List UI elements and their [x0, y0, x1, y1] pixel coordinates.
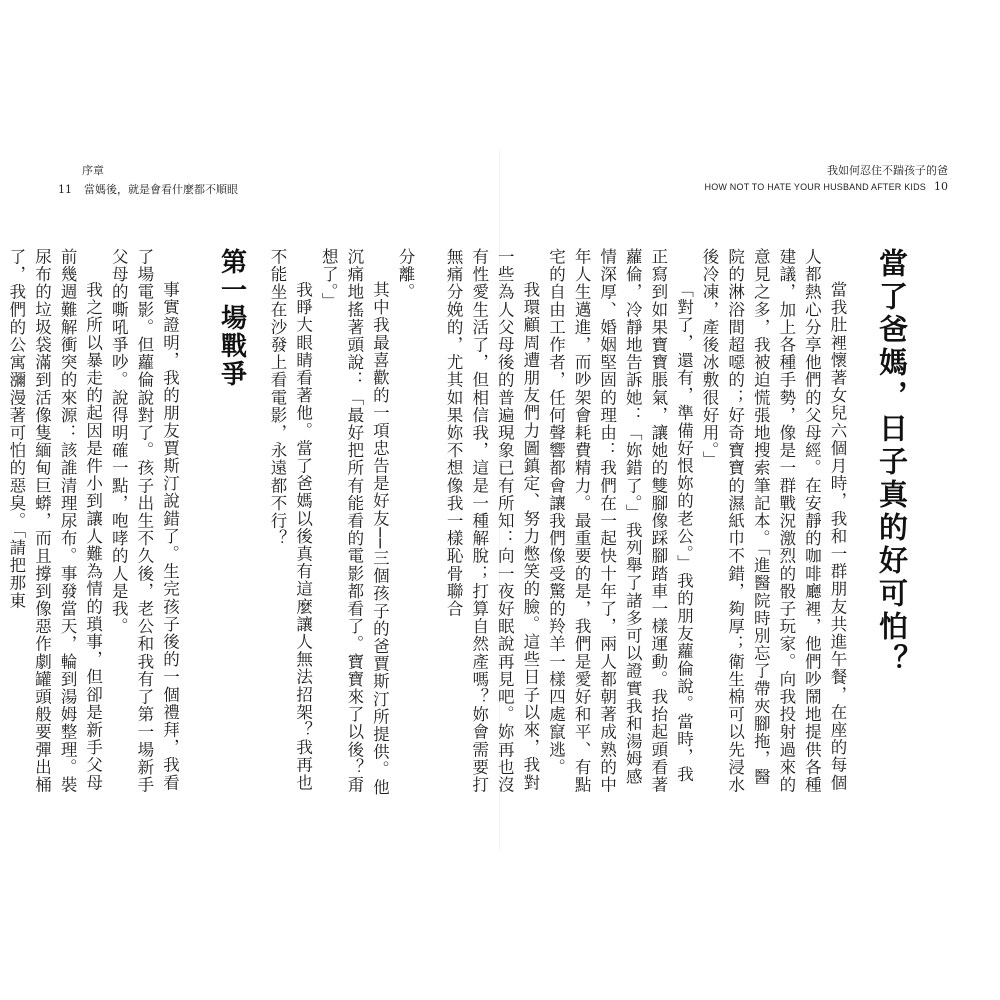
body-paragraph: 當我肚裡懷著女兒六個月時，我和一群朋友共進午餐，在座的每個人都熱心分享他們的父母經。在安靜的咖啡廳裡，他們吵鬧地提供各種建議，加上各種手勢，像是一群戰況激烈的骰子玩家。向我投射過來的意見之多，我被迫慌張地搜索筆記本。「進醫院時別忘了帶夾腳拖，醫院的淋浴間超噁的；好奇寶寶的濕紙巾不錯，夠厚；衛生棉可以先浸水後冷凍，產後冰敷很好用。」	[700, 248, 847, 794]
right-running-head	[705, 162, 949, 193]
left-running-head	[58, 162, 238, 197]
book-title-english: HOW NOT TO HATE YOUR HUSBAND AFTER KIDS	[704, 182, 926, 192]
left-page-body	[3, 248, 418, 796]
chapter-label: 序章	[82, 164, 104, 177]
body-paragraph: 其中我最喜歡的一項忠告是好友──三個孩子的爸賈斯汀所提供。他沉痛地搖著頭說：「最好把所有能看的電影都看了。寶寶來了以後？甭想了。」	[319, 248, 390, 796]
body-paragraph: 我睜大眼睛看著他。當了爸媽以後真有這麼讓人無法招架？我再也不能坐在沙發上看電影，永遠都不行？	[268, 248, 313, 792]
subsection-heading: 第一場戰爭	[216, 248, 247, 388]
body-paragraph: 我環顧周遭朋友們力圖鎮定、努力憋笑的臉。這些日子以來，我對一些為人父母後的普遍現象已有所知：向一夜好眠說再見吧。妳再也沒有性愛生活了，但相信我，這是一種解脫；打算自然產嗎？妳會需要打無痛分娩的，尤其如果妳不想像我一樣恥骨聯合	[444, 248, 540, 794]
book-title: 我如何忍住不踹孩子的爸	[827, 164, 948, 177]
body-paragraph: 事實證明，我的朋友賈斯汀說錯了。生完孩子後的一個禮拜，我看了場電影。但蘿倫說對了。孩子出生不久後，老公和我有了第一場新手父母的嘶吼爭吵。說得明確一點，咆哮的人是我。	[109, 248, 180, 794]
section-heading: 當了爸媽，日子真的好可怕？	[875, 248, 909, 677]
chapter-title: 當媽後，就是會看什麼都不順眼	[84, 183, 238, 196]
left-page-number: 11	[58, 183, 72, 196]
body-paragraph: 分離。	[396, 248, 415, 301]
body-paragraph: 我之所以暴走的起因是件小到讓人難為情的瑣事，但卻是新手父母前幾週難解衝突的來源：該誰清理尿布。事發當天，輪到湯姆整理。裝尿布的垃圾袋滿到活像隻緬甸巨蟒，而且撐到像惡作劇罐頭般要彈出桶了，我們的公寓瀰漫著可怕的惡臭。「請把那東	[6, 248, 103, 794]
right-page-body	[441, 248, 913, 796]
body-paragraph: 「對了，還有，準備好恨妳的老公。」我的朋友蘿倫說。當時，我正寫到如果寶寶脹氣，讓她的雙腳像踩腳踏車一樣運動。我抬起頭看著蘿倫，冷靜地告訴她：「妳錯了。」我列舉了諸多可以證實我和湯姆感情深厚、婚姻堅固的理由：我們在一起快十年了，兩人都朝著成熟的中年人生邁進，而吵架會耗費精力。最重要的是，我們是愛好和平、有點宅的自由工作者，任何聲響都會讓我們像受驚的羚羊一樣四處竄逃。	[546, 248, 694, 794]
right-page-number: 10	[934, 180, 948, 193]
